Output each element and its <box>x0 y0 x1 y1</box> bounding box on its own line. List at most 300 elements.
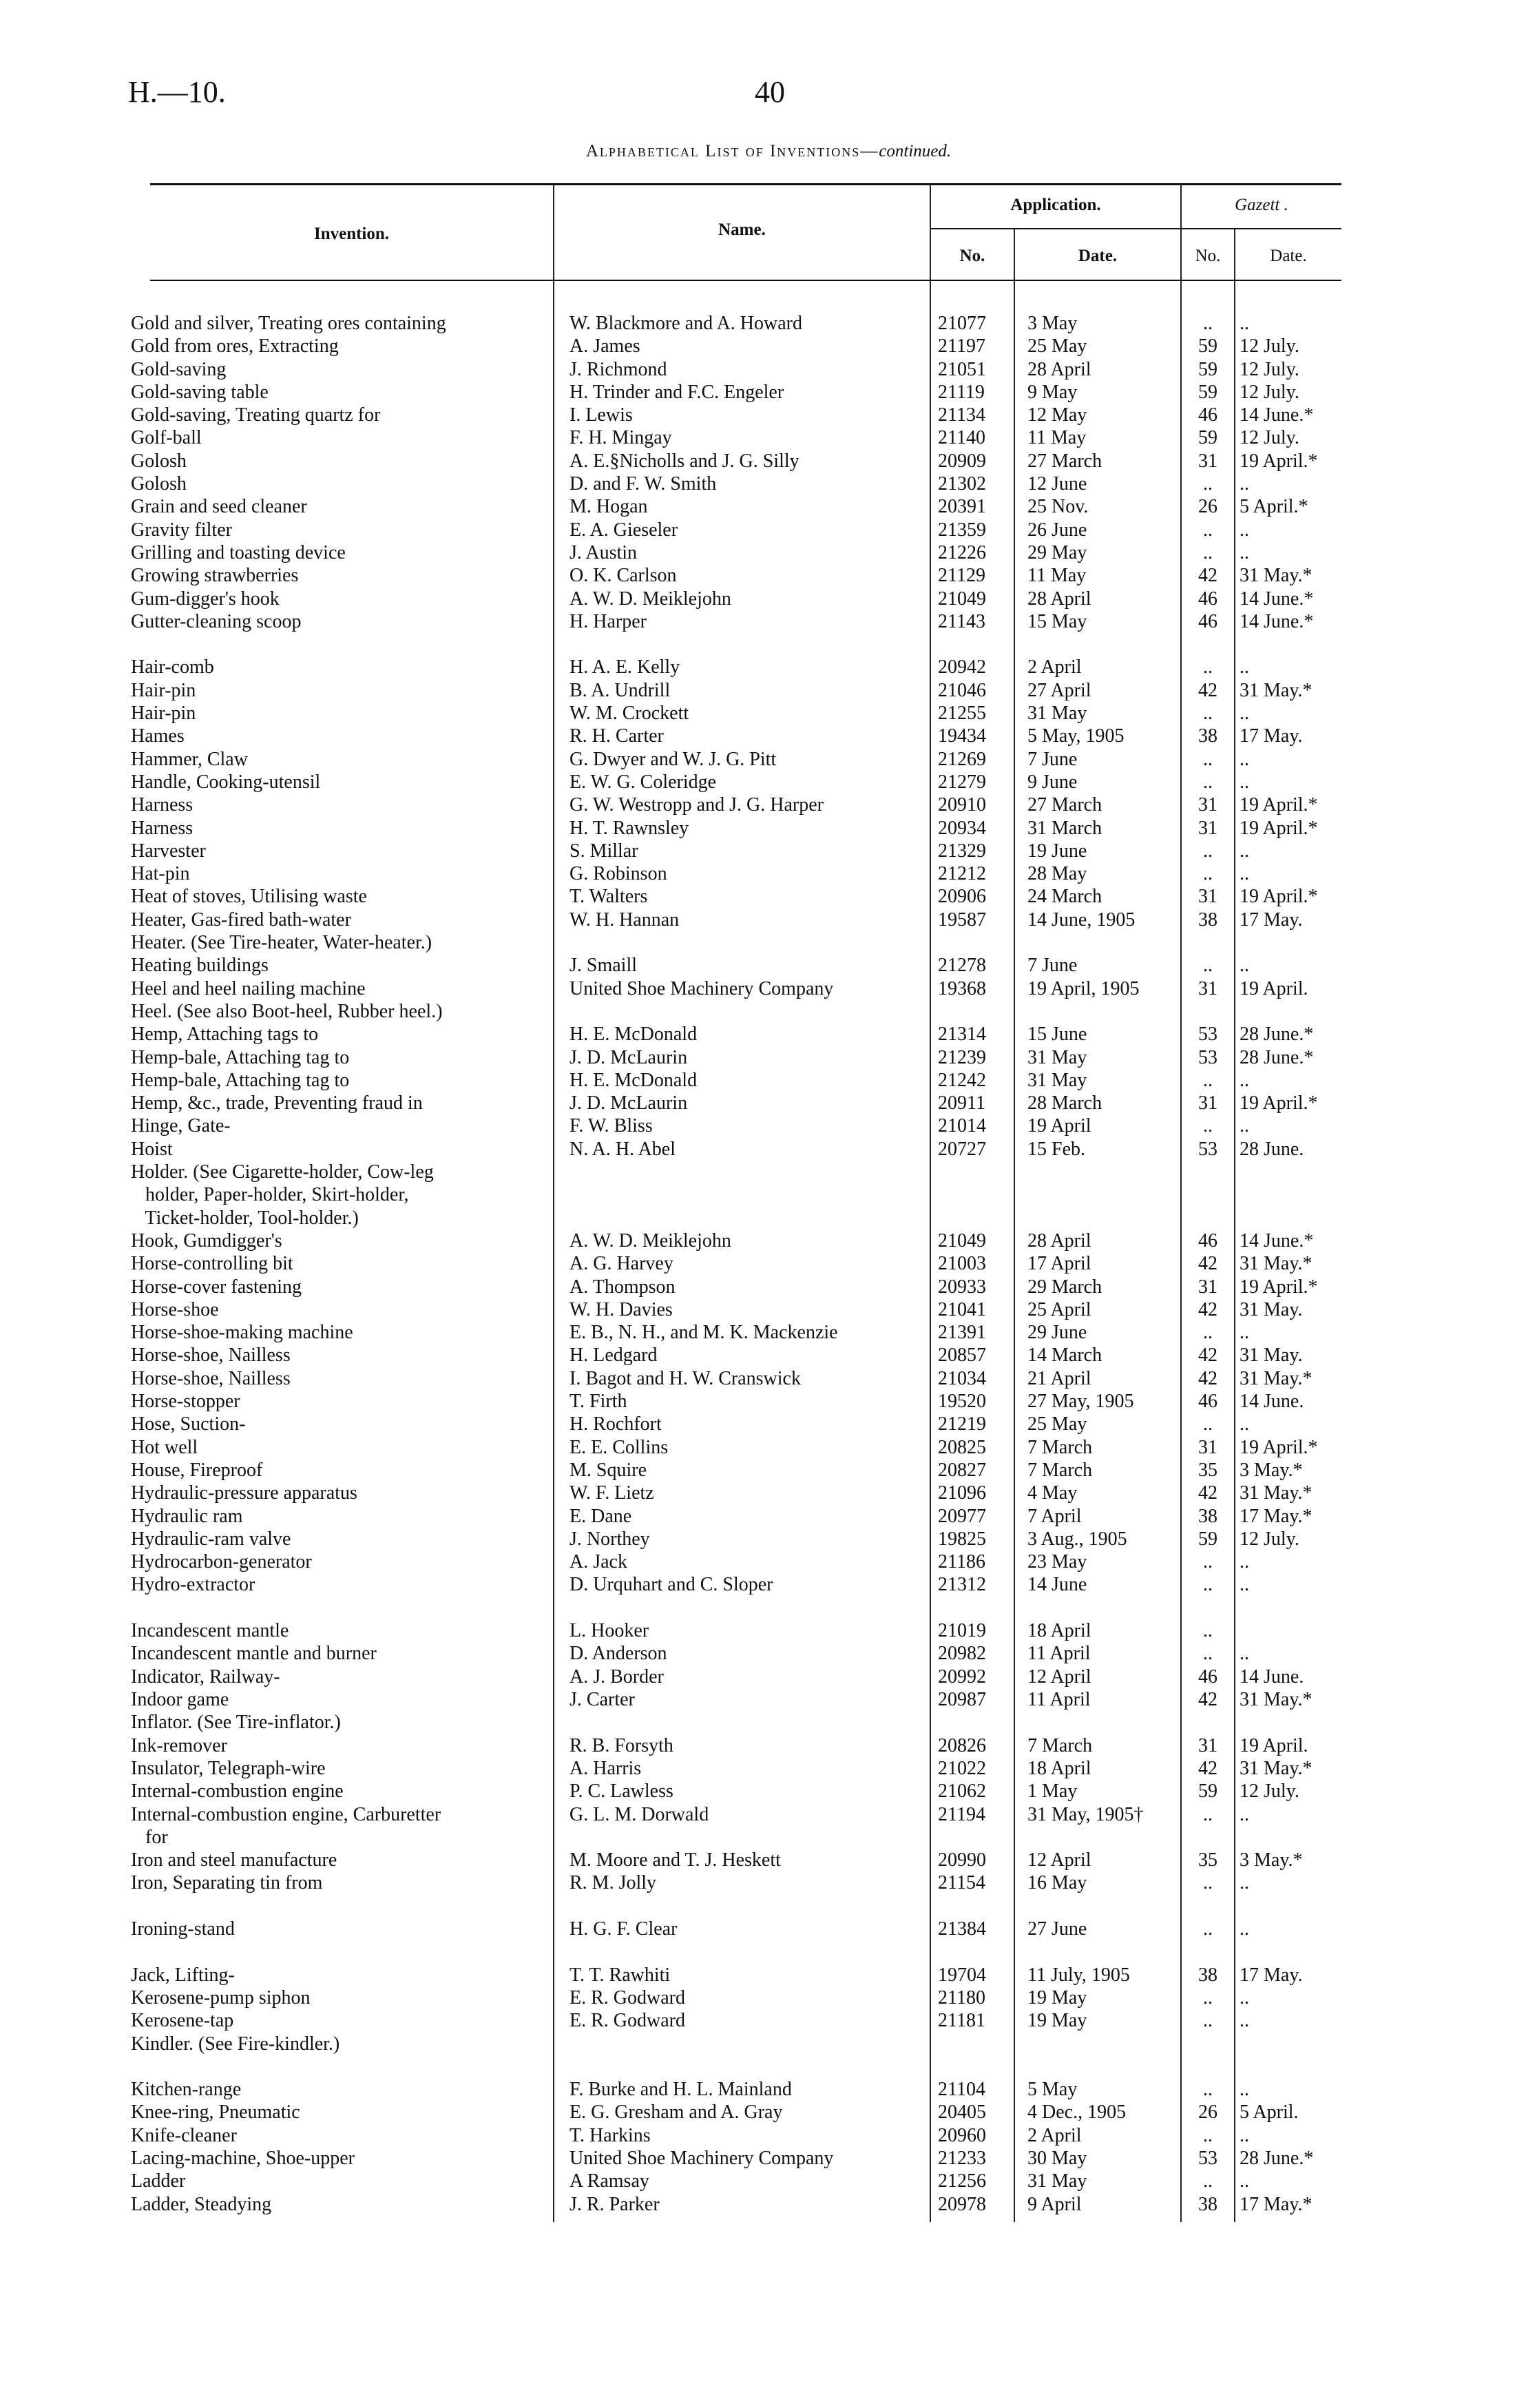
name-cell: J. Carter <box>569 1689 635 1710</box>
gazette-no-cell: .. <box>1203 703 1213 724</box>
table-row <box>0 426 1537 449</box>
name-cell: E. W. G. Coleridge <box>569 771 717 793</box>
gazette-date-cell: .. <box>1240 2010 1249 2031</box>
invention-cell: Hinge, Gate- <box>131 1115 231 1136</box>
name-cell: M. Moore and T. J. Heskett <box>569 1849 781 1871</box>
name-cell: M. Squire <box>569 1460 647 1481</box>
gazette-no-cell: 46 <box>1198 1666 1217 1688</box>
application-date-cell: 7 June <box>1027 955 1078 976</box>
gazette-date-cell: 19 April.* <box>1240 1092 1318 1114</box>
application-date-cell: 29 March <box>1027 1276 1102 1298</box>
table-row <box>0 2009 1537 2032</box>
table-row <box>0 793 1537 816</box>
application-date-cell: 14 June, 1905 <box>1027 909 1136 931</box>
application-date-cell: 25 April <box>1027 1299 1091 1320</box>
application-date-cell: 21 April <box>1027 1368 1091 1389</box>
table-row <box>0 519 1537 541</box>
invention-cell: Knee-ring, Pneumatic <box>131 2101 300 2123</box>
application-no-cell: 21180 <box>938 1987 985 2009</box>
invention-cell: Harness <box>131 818 194 839</box>
table-row <box>0 1550 1537 1573</box>
application-no-cell: 21391 <box>938 1322 986 1343</box>
invention-cell: Horse-shoe <box>131 1299 219 1320</box>
name-cell: A. Thompson <box>569 1276 676 1298</box>
gazette-no-cell: .. <box>1203 1804 1213 1825</box>
application-no-cell: 21049 <box>938 1230 986 1252</box>
application-no-cell: 19520 <box>938 1391 986 1412</box>
table-row <box>0 725 1537 747</box>
table-row <box>0 2193 1537 2216</box>
name-cell: W. F. Lietz <box>569 1482 654 1504</box>
invention-cell: Heel and heel nailing machine <box>131 978 366 999</box>
invention-cell: Gutter-cleaning scoop <box>131 611 302 632</box>
table-row <box>0 1642 1537 1665</box>
gazette-no-cell: 42 <box>1198 1253 1217 1274</box>
application-no-cell: 21255 <box>938 703 986 724</box>
application-no-cell: 20960 <box>938 2125 986 2146</box>
name-cell: H. Harper <box>569 611 647 632</box>
gazette-no-cell: 31 <box>1198 794 1217 816</box>
application-no-cell: 21197 <box>938 335 985 357</box>
application-no-cell: 20405 <box>938 2101 986 2123</box>
invention-cell: Horse-cover fastening <box>131 1276 302 1298</box>
application-no-cell: 21119 <box>938 382 985 403</box>
application-no-cell: 21242 <box>938 1070 986 1091</box>
application-date-cell: 31 March <box>1027 818 1102 839</box>
invention-cell: Hydro-extractor <box>131 1574 255 1595</box>
header-bottom-rule <box>150 280 1341 281</box>
gazette-date-cell: .. <box>1240 2170 1249 2192</box>
application-date-cell: 9 April <box>1027 2194 1082 2215</box>
gazette-no-cell: 35 <box>1198 1460 1217 1481</box>
name-cell: D. Urquhart and C. Sloper <box>569 1574 773 1595</box>
name-cell: F. H. Mingay <box>569 427 672 448</box>
table-row <box>0 1229 1537 1252</box>
invention-cell: Indicator, Railway- <box>131 1666 280 1688</box>
gazette-date-cell: 31 May.* <box>1240 1368 1313 1389</box>
gazette-date-cell: 19 April.* <box>1240 818 1318 839</box>
name-cell: F. W. Bliss <box>569 1115 653 1136</box>
application-date-cell: 15 May <box>1027 611 1087 632</box>
table-row <box>0 1734 1537 1757</box>
application-no-cell: 20826 <box>938 1735 986 1756</box>
name-cell: E. R. Godward <box>569 1987 685 2009</box>
name-cell: R. B. Forsyth <box>569 1735 673 1756</box>
gazette-date-cell: 19 April.* <box>1240 794 1318 816</box>
application-no-cell: 21256 <box>938 2170 986 2192</box>
gazette-date-cell: 14 June.* <box>1240 611 1314 632</box>
table-row <box>0 404 1537 426</box>
table-row <box>0 909 1537 931</box>
table-row <box>0 817 1537 840</box>
invention-cell: Ladder, Steadying <box>131 2194 272 2215</box>
application-date-cell: 28 April <box>1027 588 1091 610</box>
application-date-cell: 24 March <box>1027 886 1102 907</box>
name-cell: M. Hogan <box>569 496 648 517</box>
invention-cell: Hot well <box>131 1437 198 1458</box>
application-date-cell: 27 May, 1905 <box>1027 1391 1134 1412</box>
application-date-cell: 12 June <box>1027 473 1087 495</box>
invention-cell: Grilling and toasting device <box>131 542 346 563</box>
application-date-cell: 19 April, 1905 <box>1027 978 1140 999</box>
gazette-date-cell: .. <box>1240 1115 1249 1136</box>
gazette-date-cell: .. <box>1240 771 1249 793</box>
gazette-no-cell: 59 <box>1198 335 1217 357</box>
name-cell: G. L. M. Dorwald <box>569 1804 709 1825</box>
table-row <box>0 2033 1537 2055</box>
invention-cell: Horse-shoe, Nailless <box>131 1345 291 1366</box>
application-no-cell: 19368 <box>938 978 986 999</box>
gazette-no-cell: .. <box>1203 2079 1213 2100</box>
invention-cell: Kerosene-tap <box>131 2010 234 2031</box>
name-cell: G. Dwyer and W. J. G. Pitt <box>569 749 777 770</box>
gazette-no-cell: 31 <box>1198 450 1217 472</box>
gazette-date-cell: 3 May.* <box>1240 1460 1303 1481</box>
name-cell: R. M. Jolly <box>569 1872 657 1893</box>
application-date-cell: 28 May <box>1027 863 1087 884</box>
gazette-date-cell: 12 July. <box>1240 335 1299 357</box>
invention-cell: Harvester <box>131 840 206 862</box>
gazette-date-cell: 31 May.* <box>1240 1758 1313 1779</box>
application-no-cell: 20978 <box>938 2194 986 2215</box>
application-date-cell: 25 Nov. <box>1027 496 1089 517</box>
table-row <box>0 1069 1537 1092</box>
invention-cell: Gravity filter <box>131 519 232 541</box>
gazette-no-cell: 42 <box>1198 1368 1217 1389</box>
gazette-no-cell: .. <box>1203 2170 1213 2192</box>
application-no-cell: 21239 <box>938 1047 986 1068</box>
table-row <box>0 1000 1537 1023</box>
invention-cell: Horse-controlling bit <box>131 1253 293 1274</box>
application-no-cell: 21143 <box>938 611 985 632</box>
table-row <box>0 1207 1537 1229</box>
table-row <box>0 1780 1537 1803</box>
gazette-date-cell: 3 May.* <box>1240 1849 1303 1871</box>
gazette-no-cell: .. <box>1203 1574 1213 1595</box>
invention-cell: Harness <box>131 794 194 816</box>
application-no-cell: 20827 <box>938 1460 986 1481</box>
name-cell: T. T. Rawhiti <box>569 1964 671 1986</box>
application-date-cell: 18 April <box>1027 1620 1091 1641</box>
name-cell: H. E. McDonald <box>569 1070 698 1091</box>
page-header-code: H.—10. <box>128 75 226 109</box>
name-cell: J. D. McLaurin <box>569 1047 688 1068</box>
invention-cell: Heater. (See Tire-heater, Water-heater.) <box>131 932 432 953</box>
invention-cell: Jack, Lifting- <box>131 1964 235 1986</box>
gazette-date-cell: 12 July. <box>1240 427 1299 448</box>
application-date-cell: 12 April <box>1027 1666 1091 1688</box>
gazette-date-cell: 31 May.* <box>1240 1253 1313 1274</box>
gazette-no-cell: 53 <box>1198 1047 1217 1068</box>
application-date-cell: 14 June <box>1027 1574 1087 1595</box>
name-cell: S. Millar <box>569 840 638 862</box>
application-no-cell: 21314 <box>938 1024 986 1045</box>
name-cell: G. W. Westropp and J. G. Harper <box>569 794 824 816</box>
gazette-no-cell: .. <box>1203 1551 1213 1573</box>
name-cell: A. G. Harvey <box>569 1253 673 1274</box>
gazette-no-cell: 42 <box>1198 1345 1217 1366</box>
gazette-no-cell: 53 <box>1198 1139 1217 1160</box>
application-no-cell: 21226 <box>938 542 986 563</box>
application-date-cell: 11 May <box>1027 565 1087 586</box>
table-row <box>0 954 1537 977</box>
name-cell: W. Blackmore and A. Howard <box>569 313 802 334</box>
gazette-no-cell: 26 <box>1198 2101 1217 2123</box>
application-no-cell: 19434 <box>938 725 986 747</box>
table-row <box>0 1276 1537 1298</box>
application-no-cell: 21019 <box>938 1620 986 1641</box>
table-row <box>0 1528 1537 1550</box>
application-no-cell: 21312 <box>938 1574 986 1595</box>
gazette-date-cell: 31 May. <box>1240 1345 1303 1366</box>
name-cell: W. H. Hannan <box>569 909 680 931</box>
name-cell: I. Bagot and H. W. Cranswick <box>569 1368 801 1389</box>
table-row <box>0 840 1537 862</box>
table-row <box>0 1482 1537 1504</box>
application-no-cell: 21140 <box>938 427 985 448</box>
gazette-date-cell: .. <box>1240 840 1249 862</box>
application-no-cell: 21212 <box>938 863 986 884</box>
table-row <box>0 885 1537 908</box>
invention-cell: Horse-shoe-making machine <box>131 1322 353 1343</box>
header-app-date: Date. <box>1078 247 1118 265</box>
application-no-cell: 21154 <box>938 1872 985 1893</box>
gazette-no-cell: 31 <box>1198 1276 1217 1298</box>
gazette-no-cell: 46 <box>1198 1391 1217 1412</box>
application-date-cell: 27 March <box>1027 794 1102 816</box>
gazette-no-cell: .. <box>1203 1413 1213 1435</box>
name-cell: H. Trinder and F.C. Engeler <box>569 382 784 403</box>
table-row <box>0 1183 1537 1206</box>
application-date-cell: 28 April <box>1027 359 1091 380</box>
application-no-cell: 21279 <box>938 771 986 793</box>
invention-cell: Golosh <box>131 473 187 495</box>
application-no-cell: 19587 <box>938 909 986 931</box>
application-no-cell: 20933 <box>938 1276 986 1298</box>
gazette-no-cell: .. <box>1203 473 1213 495</box>
table-row <box>0 381 1537 404</box>
application-date-cell: 7 March <box>1027 1460 1093 1481</box>
name-cell: H. E. McDonald <box>569 1024 698 1045</box>
application-date-cell: 26 June <box>1027 519 1087 541</box>
invention-cell: Gold-saving table <box>131 382 269 403</box>
gazette-no-cell: 38 <box>1198 1506 1217 1527</box>
invention-cell: Heating buildings <box>131 955 269 976</box>
gazette-no-cell: 42 <box>1198 1689 1217 1710</box>
table-row <box>0 1138 1537 1161</box>
name-cell: T. Harkins <box>569 2125 651 2146</box>
table-row <box>0 1871 1537 1894</box>
name-cell: H. Rochfort <box>569 1413 662 1435</box>
application-date-cell: 23 May <box>1027 1551 1087 1573</box>
table-row <box>0 450 1537 473</box>
gazette-date-cell: .. <box>1240 1574 1249 1595</box>
gazette-date-cell: 14 June. <box>1240 1391 1304 1412</box>
invention-cell: Internal-combustion engine <box>131 1781 344 1802</box>
application-date-cell: 31 May <box>1027 703 1087 724</box>
gazette-date-cell: 12 July. <box>1240 359 1299 380</box>
name-cell: F. Burke and H. L. Mainland <box>569 2079 792 2100</box>
invention-cell: Horse-shoe, Nailless <box>131 1368 291 1389</box>
table-row <box>0 656 1537 678</box>
gazette-date-cell: 19 April. <box>1240 978 1308 999</box>
invention-cell: Hemp-bale, Attaching tag to <box>131 1047 350 1068</box>
application-no-cell: 21302 <box>938 473 986 495</box>
name-cell: T. Firth <box>569 1391 627 1412</box>
application-no-cell: 20909 <box>938 450 986 472</box>
table-row <box>0 1436 1537 1459</box>
application-no-cell: 21194 <box>938 1804 985 1825</box>
name-cell: I. Lewis <box>569 404 633 426</box>
name-cell: E. E. Collins <box>569 1437 669 1458</box>
application-no-cell: 21219 <box>938 1413 986 1435</box>
table-row <box>0 1757 1537 1780</box>
table-row <box>0 1619 1537 1642</box>
table-row <box>0 610 1537 633</box>
invention-cell: House, Fireproof <box>131 1460 263 1481</box>
name-cell: J. D. McLaurin <box>569 1092 688 1114</box>
application-date-cell: 15 Feb. <box>1027 1139 1085 1160</box>
name-cell: T. Walters <box>569 886 648 907</box>
invention-cell: Incandescent mantle and burner <box>131 1643 377 1664</box>
gazette-no-cell: .. <box>1203 1115 1213 1136</box>
table-row <box>0 2078 1537 2101</box>
table-row <box>0 1161 1537 1183</box>
invention-cell: Heater, Gas-fired bath-water <box>131 909 351 931</box>
name-cell: United Shoe Machinery Company <box>569 2148 834 2169</box>
application-date-cell: 28 March <box>1027 1092 1102 1114</box>
gazette-date-cell: 19 April.* <box>1240 1437 1318 1458</box>
gazette-date-cell: .. <box>1240 1918 1249 1940</box>
gazette-date-cell: 5 April. <box>1240 2101 1299 2123</box>
invention-cell: Knife-cleaner <box>131 2125 237 2146</box>
invention-cell: Gold and silver, Treating ores containing <box>131 313 446 334</box>
gazette-no-cell: 53 <box>1198 1024 1217 1045</box>
application-date-cell: 12 May <box>1027 404 1087 426</box>
application-date-cell: 11 July, 1905 <box>1027 1964 1130 1986</box>
gazette-date-cell: 12 July. <box>1240 382 1299 403</box>
application-no-cell: 20934 <box>938 818 986 839</box>
gazette-date-cell: .. <box>1240 542 1249 563</box>
gazette-no-cell: 59 <box>1198 359 1217 380</box>
application-date-cell: 19 April <box>1027 1115 1091 1136</box>
table-row <box>0 977 1537 1000</box>
gazette-no-cell: 46 <box>1198 404 1217 426</box>
gazette-no-cell: 42 <box>1198 565 1217 586</box>
application-no-cell: 20992 <box>938 1666 986 1688</box>
gazette-no-cell: .. <box>1203 519 1213 541</box>
gazette-date-cell: 17 May.* <box>1240 1506 1313 1527</box>
table-row <box>0 1114 1537 1137</box>
application-date-cell: 3 Aug., 1905 <box>1027 1528 1127 1550</box>
gazette-no-cell: .. <box>1203 2125 1213 2146</box>
gazette-no-cell: .. <box>1203 1070 1213 1091</box>
name-cell: A. Harris <box>569 1758 642 1779</box>
invention-cell: Kerosene-pump siphon <box>131 1987 311 2009</box>
name-cell: R. H. Carter <box>569 725 664 747</box>
name-cell: E. G. Gresham and A. Gray <box>569 2101 783 2123</box>
application-date-cell: 11 April <box>1027 1689 1091 1710</box>
application-date-cell: 11 May <box>1027 427 1087 448</box>
application-date-cell: 5 May, 1905 <box>1027 725 1125 747</box>
gazette-date-cell: .. <box>1240 1413 1249 1435</box>
application-date-cell: 2 April <box>1027 656 1082 678</box>
gazette-no-cell: 26 <box>1198 496 1217 517</box>
application-no-cell: 20391 <box>938 496 986 517</box>
name-cell: P. C. Lawless <box>569 1781 673 1802</box>
invention-cell: for <box>131 1827 168 1848</box>
table-row <box>0 1321 1537 1344</box>
invention-cell: Gold-saving, Treating quartz for <box>131 404 381 426</box>
gazette-date-cell: .. <box>1240 703 1249 724</box>
name-cell: A. W. D. Meiklejohn <box>569 1230 731 1252</box>
gazette-no-cell: .. <box>1203 2010 1213 2031</box>
invention-cell: Gold from ores, Extracting <box>131 335 339 357</box>
application-no-cell: 20825 <box>938 1437 986 1458</box>
name-cell: D. and F. W. Smith <box>569 473 717 495</box>
name-cell: J. R. Parker <box>569 2194 660 2215</box>
application-date-cell: 4 May <box>1027 1482 1078 1504</box>
table-row <box>0 1092 1537 1114</box>
table-row <box>0 2147 1537 2170</box>
gazette-no-cell: 46 <box>1198 1230 1217 1252</box>
invention-cell: Ladder <box>131 2170 186 2192</box>
application-no-cell: 20987 <box>938 1689 986 1710</box>
application-no-cell: 21034 <box>938 1368 986 1389</box>
table-row <box>0 1964 1537 1986</box>
application-date-cell: 9 June <box>1027 771 1078 793</box>
gazette-no-cell: 46 <box>1198 611 1217 632</box>
invention-cell: Hames <box>131 725 185 747</box>
application-no-cell: 21233 <box>938 2148 986 2169</box>
application-no-cell: 20911 <box>938 1092 985 1114</box>
application-date-cell: 30 May <box>1027 2148 1087 2169</box>
page-title: Alphabetical List of Inventions—continued. <box>585 142 952 160</box>
gazette-no-cell: .. <box>1203 771 1213 793</box>
application-no-cell: 21278 <box>938 955 986 976</box>
table-row <box>0 1711 1537 1734</box>
application-subheader-rule <box>930 228 1341 229</box>
table-row <box>0 2124 1537 2147</box>
application-no-cell: 21129 <box>938 565 985 586</box>
gazette-date-cell: .. <box>1240 656 1249 678</box>
gazette-no-cell: .. <box>1203 1620 1213 1641</box>
application-no-cell: 19704 <box>938 1964 986 1986</box>
application-no-cell: 20910 <box>938 794 986 816</box>
gazette-no-cell: 46 <box>1198 588 1217 610</box>
gazette-date-cell: 19 April.* <box>1240 886 1318 907</box>
invention-cell: Hair-pin <box>131 680 196 701</box>
application-date-cell: 11 April <box>1027 1643 1091 1664</box>
application-date-cell: 27 April <box>1027 680 1091 701</box>
application-date-cell: 1 May <box>1027 1781 1078 1802</box>
gazette-no-cell: .. <box>1203 1643 1213 1664</box>
name-cell: H. T. Rawnsley <box>569 818 689 839</box>
invention-cell: Grain and seed cleaner <box>131 496 307 517</box>
name-cell: A. James <box>569 335 640 357</box>
application-date-cell: 12 April <box>1027 1849 1091 1871</box>
application-no-cell: 21384 <box>938 1918 986 1940</box>
gazette-date-cell: 14 June.* <box>1240 1230 1314 1252</box>
header-application: Application. <box>1010 196 1101 214</box>
table-row <box>0 1688 1537 1711</box>
name-cell: O. K. Carlson <box>569 565 677 586</box>
gazette-no-cell: .. <box>1203 1987 1213 2009</box>
application-date-cell: 27 June <box>1027 1918 1087 1940</box>
invention-cell: Hose, Suction- <box>131 1413 246 1435</box>
name-cell: L. Hooker <box>569 1620 649 1641</box>
invention-cell: Gum-digger's hook <box>131 588 280 610</box>
